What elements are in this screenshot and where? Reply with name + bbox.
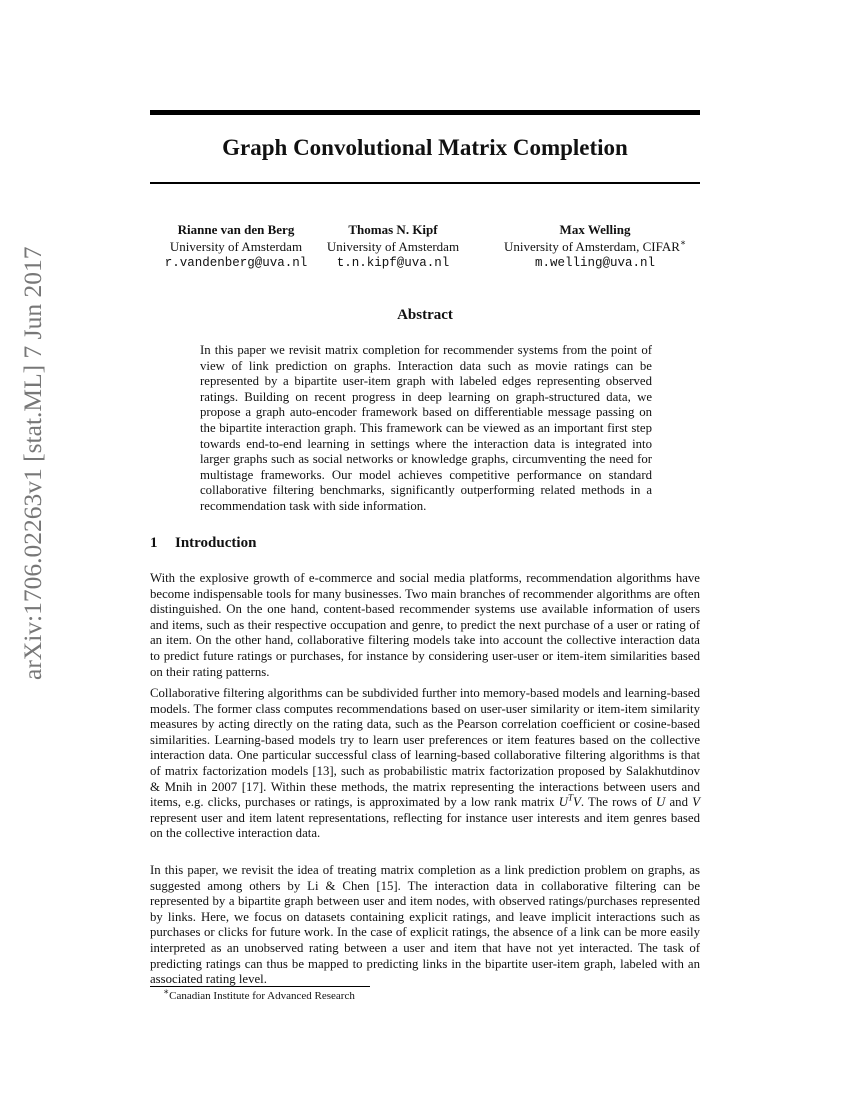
footnote-marker: ∗ — [679, 237, 687, 248]
author-affiliation: University of Amsterdam — [169, 239, 303, 254]
arxiv-identifier: arXiv:1706.02263v1 [stat.ML] 7 Jun 2017 — [18, 246, 47, 680]
paragraph-text: represent user and item latent representations, reflecting for instance user interests and item genres based on the collective interaction data. — [150, 810, 700, 841]
author-name: Rianne van den Berg — [177, 222, 295, 237]
math-superscript: T — [568, 792, 574, 803]
section-heading — [150, 535, 256, 552]
footnote — [163, 986, 355, 1003]
section-title: Introduction — [175, 535, 257, 551]
author-block — [150, 221, 322, 272]
author-name: Thomas N. Kipf — [348, 222, 438, 237]
intro-paragraph — [150, 686, 700, 842]
author-email: r.vandenberg@uva.nl — [164, 256, 308, 270]
paragraph-text: Collaborative filtering algorithms can be subdivided further into memory-based models and learning-based models. The former class computes recommendations based on user-user similarity or item-item similarity measures by acting directly on the rating data, such as the Pearson correlation coefficient or cosine-based similarities. Learning-based models try to learn user preferences or item features based on the collective interaction data. One particular successful class of learning-based collaborative filtering algorithms is that of matrix factorization models [13], such as probabilistic matrix factorization proposed by Salakhutdinov & Mnih in 2007 [17]. Within these methods, the matrix representing the interactions between users and items, e.g. clicks, purchases or ratings, is approximated by a low rank matrix — [150, 686, 700, 810]
paragraph-text: . The rows of — [580, 795, 657, 810]
author-affiliation: University of Amsterdam — [326, 239, 460, 254]
intro-paragraph: With the explosive growth of e-commerce and social media platforms, recommendation algorithms have become indispensable tools for many businesses. Two main branches of recommender algorithms are often distinguished. On the one hand, content-based recommender systems use available information of users and items, such as their respective occupation and genre, to predict the next purchase of a user or rating of an item. On the other hand, collaborative filtering models take into account the collective interaction data to predict future ratings or purchases, for instance by considering user-user or item-item similarities based on their rating patterns. — [150, 571, 700, 679]
author-email: m.welling@uva.nl — [534, 256, 656, 270]
paragraph-text: and — [665, 795, 693, 810]
math-symbol: U — [558, 795, 569, 810]
footnote-rule — [150, 986, 370, 987]
author-affiliation-line — [495, 238, 695, 255]
footnote-text: Canadian Institute for Advanced Research — [169, 990, 355, 1002]
abstract-heading: Abstract — [397, 307, 453, 323]
title-bottom-rule — [150, 182, 700, 184]
math-symbol: V — [692, 795, 700, 810]
abstract-text: In this paper we revisit matrix completion for recommender systems from the point of view of link prediction on graphs. Interaction data such as movie ratings can be represented by a bipartite user-item graph with labeled edges representing observed ratings. Building on recent progress in deep learning on graph-structured data, we propose a graph auto-encoder framework based on differentiable message passing on the bipartite interaction graph. This framework can be viewed as an important first step towards end-to-end learning in settings where the interaction data is integrated into larger graphs such as social networks or knowledge graphs, circumventing the need for multistage frameworks. Our model achieves competitive performance on standard collaborative filtering benchmarks, significantly outperforming related methods in a recommendation task with side information. — [200, 343, 652, 513]
math-symbol: V — [573, 795, 581, 810]
author-name: Max Welling — [559, 222, 631, 237]
section-number: 1 — [150, 535, 158, 551]
author-block — [318, 221, 468, 272]
intro-paragraph: In this paper, we revisit the idea of treating matrix completion as a link prediction problem on graphs, as suggested among others by Li & Chen [15]. The interaction data in collaborative filtering can be represented by a bipartite graph between user and item nodes, with observed ratings/purchases represented by links. Here, we focus on datasets containing explicit ratings, and leave implicit interactions such as purchases or clicks for future work. In the case of explicit ratings, the absence of a link can be more easily interpreted as an unobserved rating between a user and item that have not yet interacted. The task of predicting ratings can thus be mapped to predicting links in the bipartite user-item graph, labeled with an associated rating level. — [150, 863, 700, 987]
author-affiliation: University of Amsterdam, CIFAR — [503, 239, 680, 254]
math-symbol: U — [656, 795, 666, 810]
paper-title: Graph Convolutional Matrix Completion — [222, 135, 628, 160]
title-top-rule — [150, 110, 700, 115]
author-email: t.n.kipf@uva.nl — [336, 256, 450, 270]
footnote-marker: ∗ — [163, 986, 170, 997]
author-block — [495, 221, 695, 272]
